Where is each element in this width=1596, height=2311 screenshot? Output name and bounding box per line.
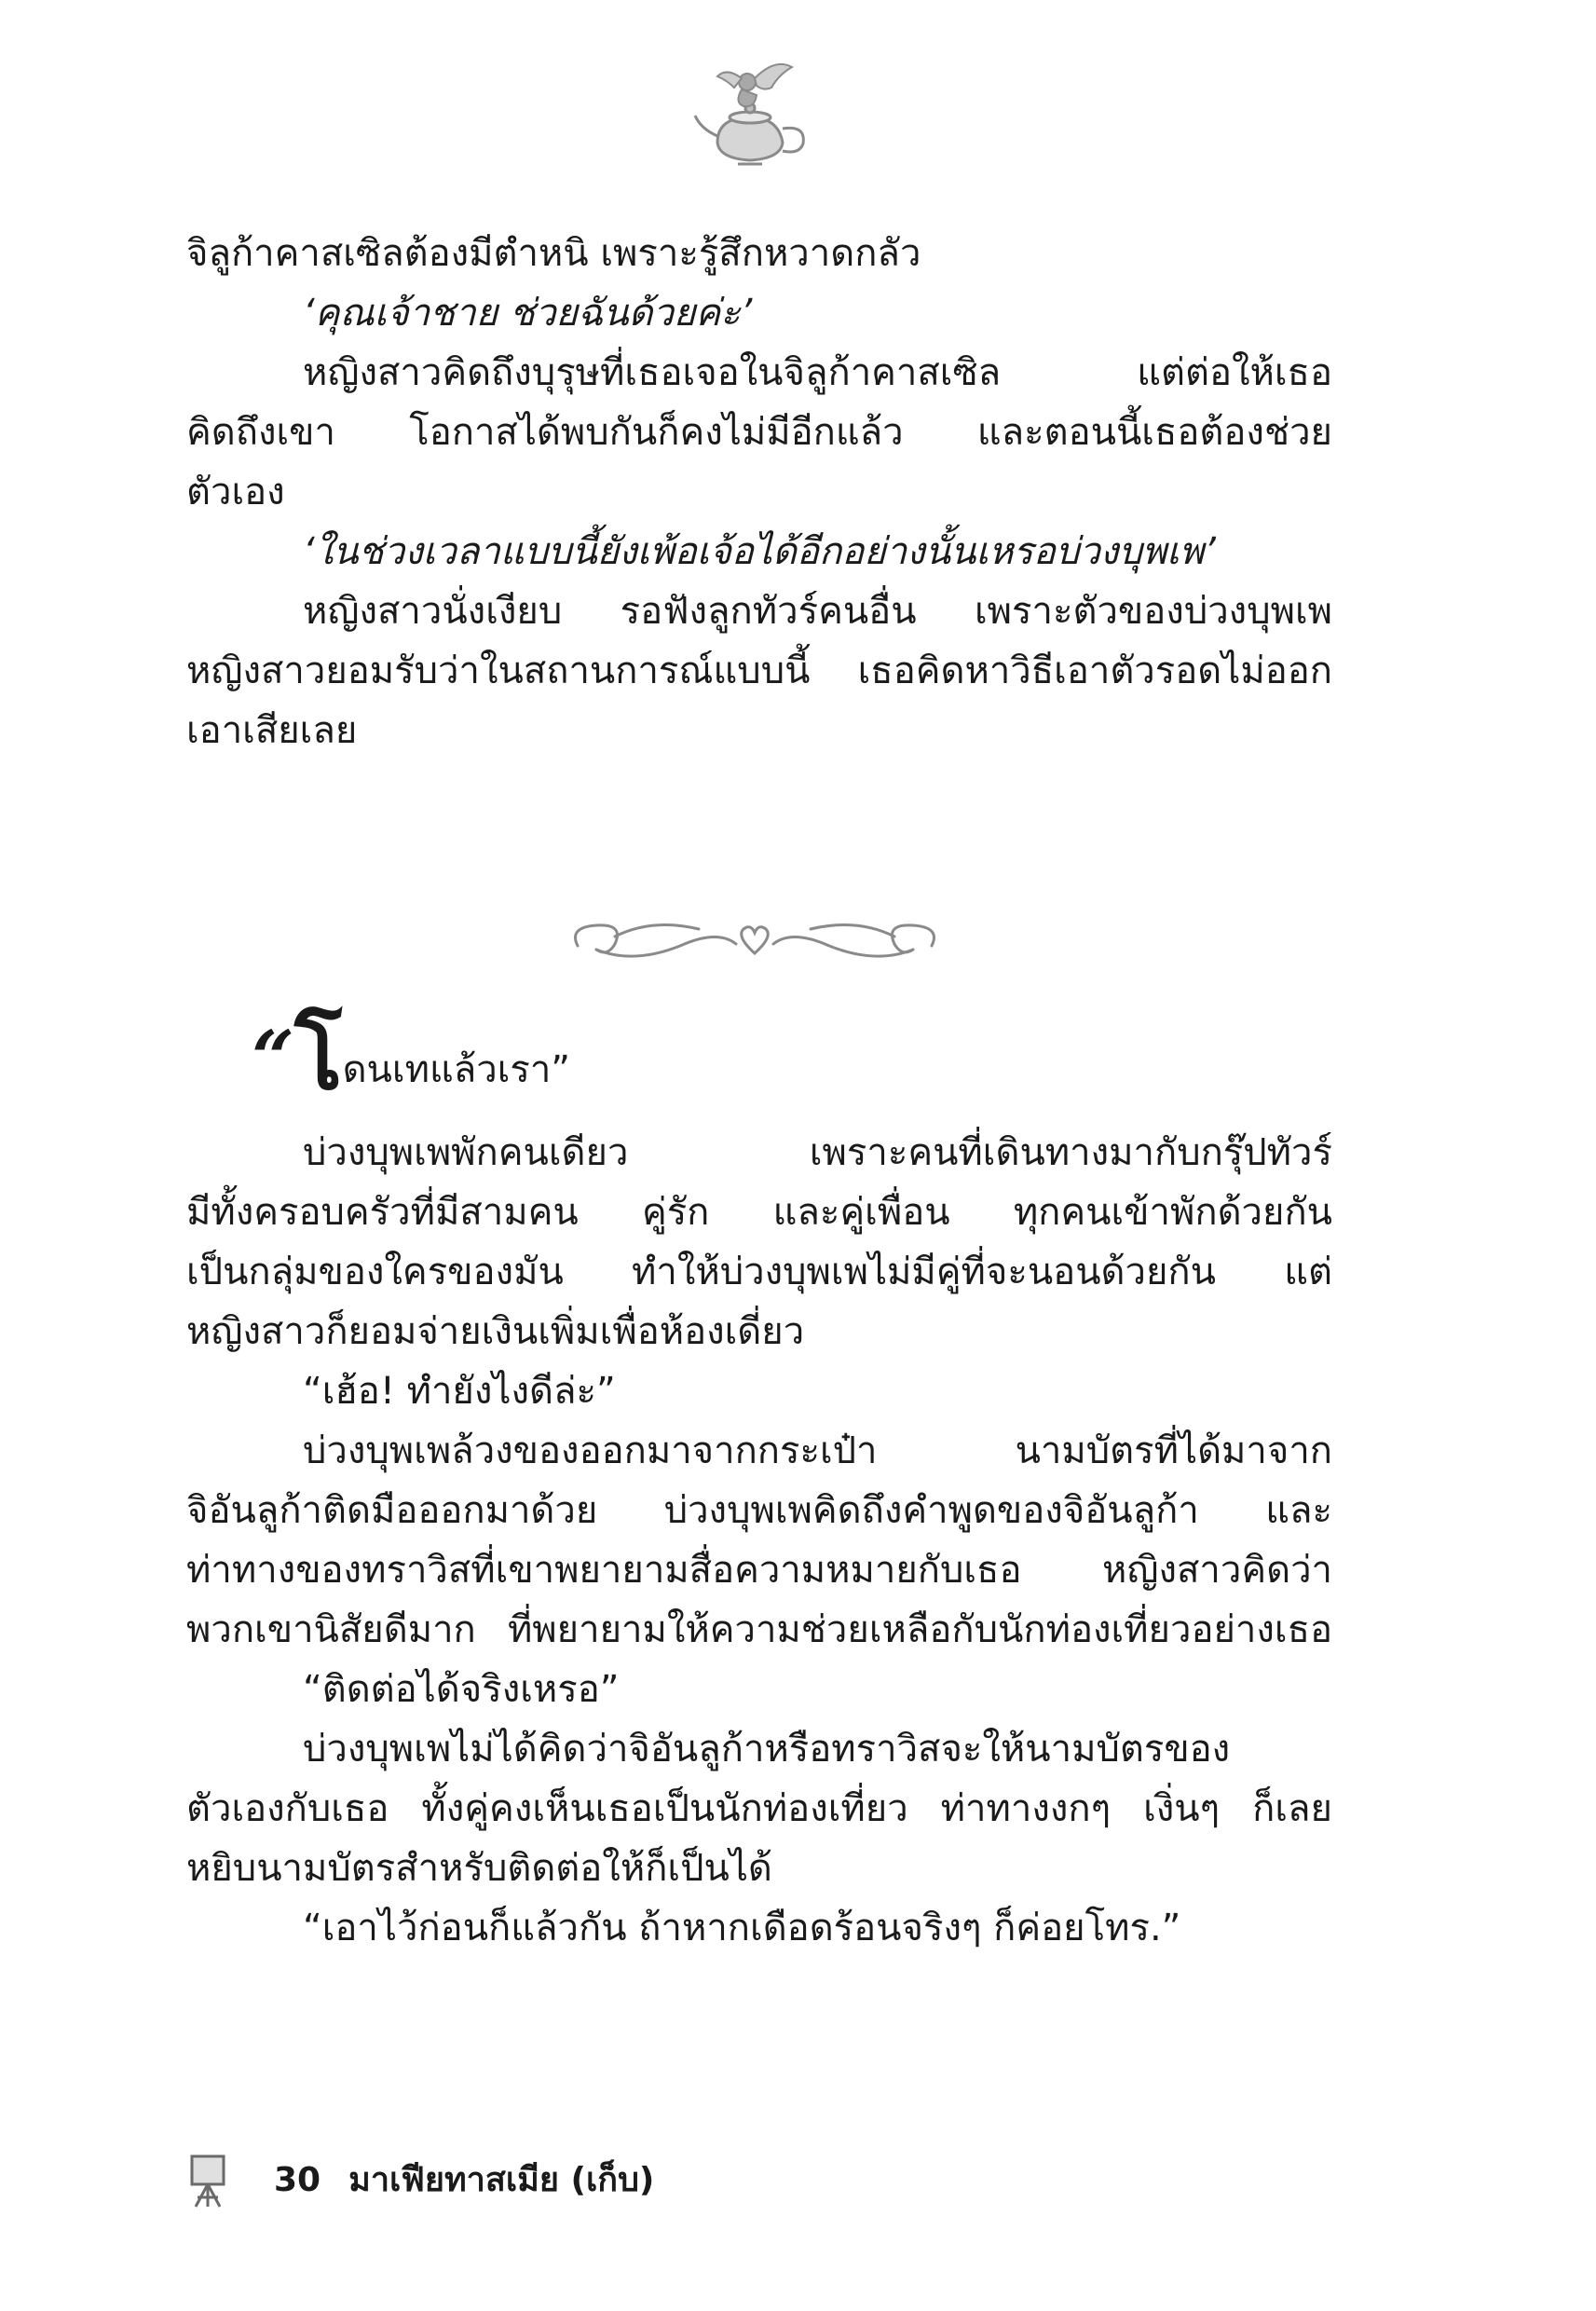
text-line: คิดถึงเขา โอกาสได้พบกันก็คงไม่มีอีกแล้ว และตอนนี้เธอต้องช่วย: [186, 411, 1332, 454]
text-line: ตัวเอง: [186, 471, 285, 513]
paragraph-block-main: [186, 1123, 1332, 1958]
dialogue-line: “ติดต่อได้จริงเหรอ”: [303, 1668, 620, 1711]
dropcap-rest-text: ดนเทแล้วเรา”: [342, 1048, 571, 1091]
dropcap-quote-mark: “: [252, 1014, 295, 1101]
text-line: มีทั้งครอบครัวที่มีสามคน คู่รัก และคู่เพื่อน ทุกคนเข้าพักด้วยกัน: [186, 1191, 1332, 1234]
text-line: หยิบนามบัตรสำหรับติดต่อให้ก็เป็นได้: [186, 1847, 772, 1890]
page-number: 30: [274, 2161, 321, 2199]
text-line: หญิงสาวยอมรับว่าในสถานการณ์แบบนี้ เธอคิดหาวิธีเอาตัวรอดไม่ออก: [186, 650, 1332, 692]
text-line: จิอันลูก้าติดมือออกมาด้วย บ่วงบุพเพคิดถึงคำพูดของจิอันลูก้า และ: [186, 1489, 1332, 1532]
book-title: มาเฟียทาสเมีย (เก็บ): [348, 2161, 655, 2199]
teapot-cupid-ornament-icon: [689, 54, 820, 175]
text-line: หญิงสาวคิดถึงบุรุษที่เธอเจอในจิลูก้าคาสเซิล แต่ต่อให้เธอ: [303, 351, 1332, 394]
text-line: จิลูก้าคาสเซิลต้องมีตำหนิ เพราะรู้สึกหวาดกลัว: [186, 232, 921, 275]
text-line: หญิงสาวนั่งเงียบ รอฟังลูกทัวร์คนอื่น เพราะตัวของบ่วงบุพเพ: [303, 590, 1332, 633]
paragraph-block-top: [186, 224, 1332, 760]
dialogue-line: “เอาไว้ก่อนก็แล้วกัน ถ้าหากเดือดร้อนจริงๆ ก็ค่อยโทร.”: [303, 1907, 1181, 1949]
heart-scroll-divider-icon: [559, 909, 950, 974]
dropcap-letter: โ: [294, 1005, 343, 1110]
inner-thought-line: ‘คุณเจ้าชาย ช่วยฉันด้วยค่ะ’: [303, 292, 753, 335]
page-footer: [186, 2153, 654, 2218]
text-line: พวกเขานิสัยดีมาก ที่พยายามให้ความช่วยเหลือกับนักท่องเที่ยวอย่างเธอ: [186, 1608, 1332, 1651]
text-line: บ่วงบุพเพล้วงของออกมาจากกระเป๋า นามบัตรที่ได้มาจาก: [303, 1429, 1332, 1472]
text-line: หญิงสาวก็ยอมจ่ายเงินเพิ่มเพื่อห้องเดี่ยว: [186, 1310, 805, 1353]
text-line: บ่วงบุพเพไม่ได้คิดว่าจิอันลูก้าหรือทราวิสจะให้นามบัตรของ: [303, 1728, 1231, 1771]
easel-icon: [186, 2153, 229, 2208]
text-line: ท่าทางของทราวิสที่เขาพยายามสื่อความหมายกับเธอ หญิงสาวคิดว่า: [186, 1549, 1332, 1592]
text-line: เป็นกลุ่มของใครของมัน ทำให้บ่วงบุพเพไม่มีคู่ที่จะนอนด้วยกัน แต่: [186, 1251, 1332, 1293]
inner-thought-line: ‘ในช่วงเวลาแบบนี้ยังเพ้อเจ้อได้อีกอย่างนั้นเหรอบ่วงบุพเพ’: [303, 530, 1216, 573]
dialogue-line: “เฮ้อ! ทำยังไงดีล่ะ”: [303, 1370, 616, 1413]
chapter-opening-line: [252, 1005, 571, 1110]
text-line: เอาเสียเลย: [186, 709, 358, 752]
text-line: ตัวเองกับเธอ ทั้งคู่คงเห็นเธอเป็นนักท่องเที่ยว ท่าทางงกๆ เงิ่นๆ ก็เลย: [186, 1787, 1332, 1830]
text-line: บ่วงบุพเพพักคนเดียว เพราะคนที่เดินทางมากับกรุ๊ปทัวร์: [303, 1131, 1332, 1174]
